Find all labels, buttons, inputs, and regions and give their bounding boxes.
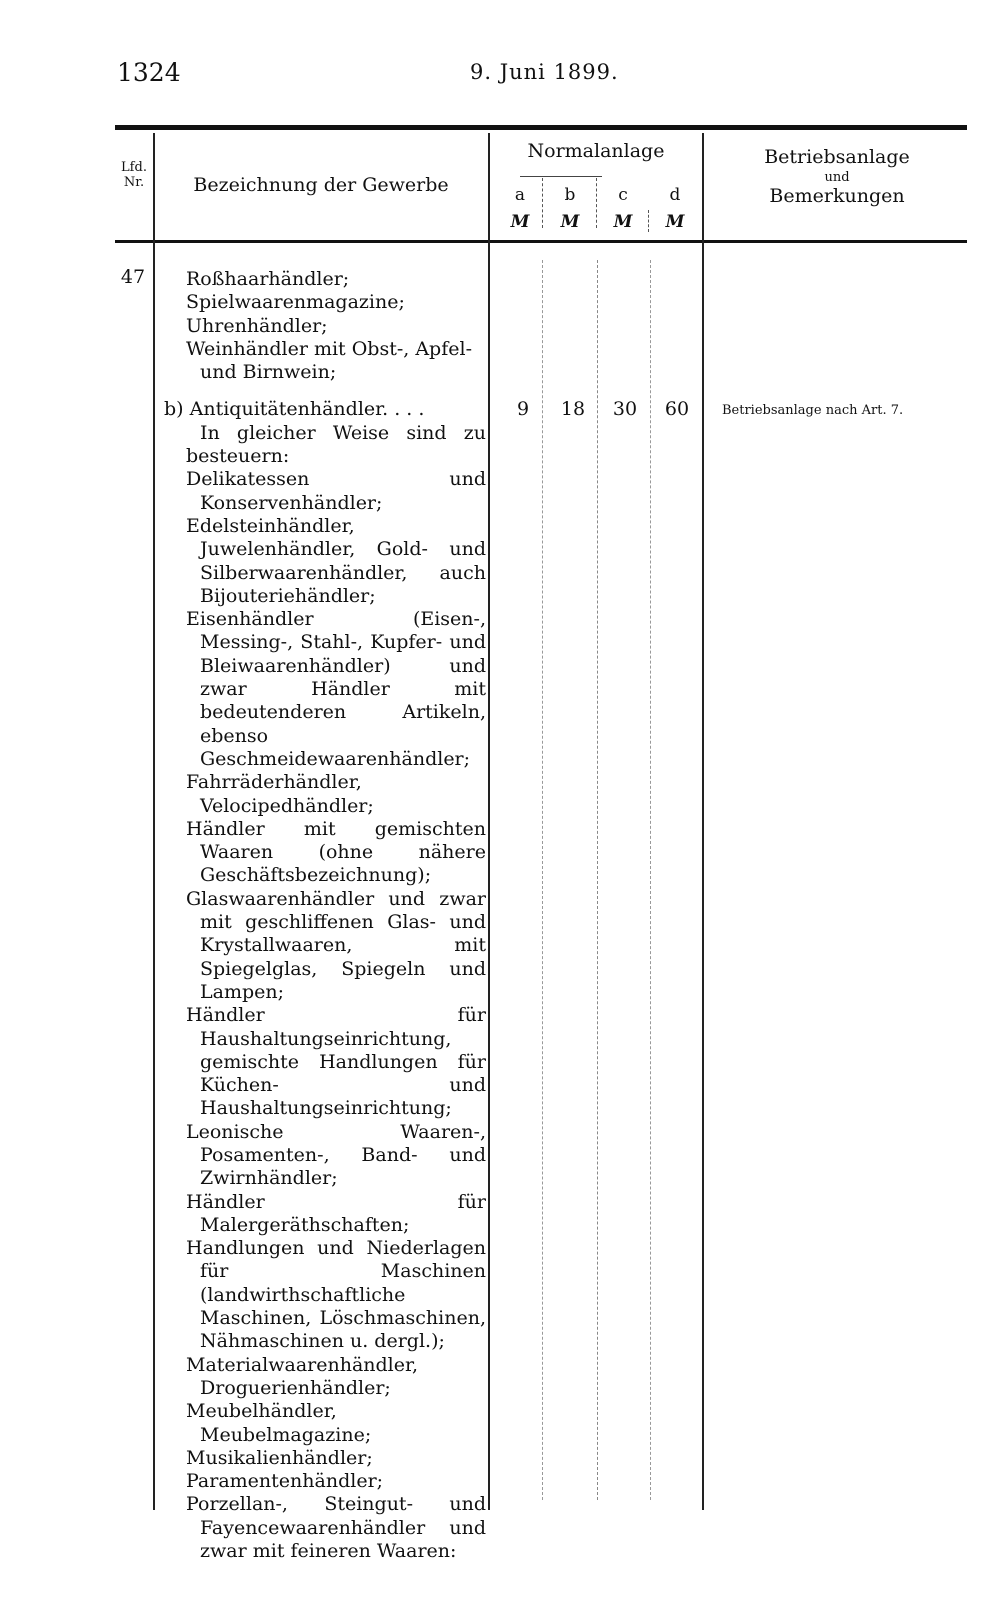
subcolumn-divider-cd-head [648,210,649,232]
list-item: Porzellan-, Steingut- und Fayencewaarenhändler und zwar mit feineren Waaren: [186,1493,486,1563]
line-item: Uhrenhändler; [186,314,328,337]
entry-number: 47 [120,266,146,288]
header-col-d: d [669,185,681,205]
subcolumn-divider-ab-head [542,178,543,228]
list-item: Händler für Haushaltungseinrichtung, gemischte Handlungen für Küchen- und Haushaltungseinrichtung; [186,1004,486,1120]
list-item: Eisenhändler (Eisen-, Messing-, Stahl-, Kupfer- und Bleiwaarenhändler) und zwar Händler mit bedeutenderen Artikeln, ebenso Geschmeidewaarenhändler; [186,608,486,770]
header-unit-a: M [510,212,530,232]
sub-b-heading [164,398,486,421]
header-unit-b: M [560,212,580,232]
list-item: Materialwaarenhändler, Droguerienhändler; [186,1353,419,1399]
normalanlage-underline [520,176,602,177]
column-divider-normalanlage [702,133,704,1510]
value-d: 60 [664,398,690,420]
list-item: Edelsteinhändler, Juwelenhändler, Gold- und Silberwaarenhändler, auch Bijouteriehändler; [186,514,486,607]
header-lfd-label: Lfd. [121,160,147,175]
page-number: 1324 [117,58,181,87]
list-item: Händler mit gemischten Waaren (ohne nähere Geschäftsbezeichnung); [186,817,486,887]
header-bottom-rule [115,240,967,243]
header-col-a: a [514,185,526,205]
subcolumn-divider-cd [650,260,651,1500]
page-date: 9. Juni 1899. [470,60,619,84]
column-divider-bezeichnung [488,133,490,1510]
header-bezeichnung: Bezeichnung der Gewerbe [193,174,449,196]
list-item: Händler für Malergeräthschaften; [186,1190,486,1236]
column-divider-nr [153,133,155,1510]
subcolumn-divider-bc [597,260,598,1500]
list-item: Handlungen und Niederlagen für Maschinen (landwirthschaftliche Maschinen, Löschmaschinen, Nähmaschinen u. dergl.); [186,1237,486,1353]
list-item: Musikalienhändler; [186,1446,373,1469]
header-betriebsanlage-line2: und [824,169,850,185]
line-item: Weinhändler mit Obst-, Apfel- und Birnwein; [186,337,472,384]
value-c: 30 [612,398,638,420]
line-item: Roßhaarhändler; [186,268,350,290]
list-item: Glaswaarenhändler und zwar mit geschliffenen Glas- und Krystallwaaren, mit Spiegelglas, Spiegeln und Lampen; [186,887,486,1003]
value-b: 18 [560,398,586,420]
header-normalanlage: Normalanlage [527,140,665,162]
list-item: Delikatessen und Konservenhändler; [186,468,486,514]
subcolumn-divider-bc-head [596,178,597,228]
line-item: Spielwaarenmagazine; [186,291,405,314]
header-unit-c: M [613,212,633,232]
remark: Betriebsanlage nach Art. 7. [722,403,904,418]
header-lfd-nr [116,160,152,190]
table-top-rule [115,125,967,130]
entry-description [164,268,486,1563]
header-unit-d: M [665,212,685,232]
header-nr-label: Nr. [123,175,145,190]
sub-b-title: Antiquitätenhändler. . . . [189,398,425,421]
header-col-b: b [564,185,576,205]
list-item: Paramentenhändler; [186,1470,384,1493]
header-betriebsanlage [706,146,968,209]
list-item: Meubelhändler, Meubelmagazine; [186,1400,372,1446]
list-item: Leonische Waaren-, Posamenten-, Band- und Zwirnhändler; [186,1120,486,1190]
subcolumn-divider-ab [542,260,543,1500]
header-betriebsanlage-line3: Bemerkungen [769,184,905,207]
header-col-c: c [618,185,628,205]
value-a: 9 [516,398,530,420]
header-betriebsanlage-line1: Betriebsanlage [764,146,910,168]
list-item: Fahrräderhändler, Velocipedhändler; [186,771,374,817]
intro-text: In gleicher Weise sind zu besteuern: [186,421,486,468]
sub-b-label: b) [164,398,184,421]
